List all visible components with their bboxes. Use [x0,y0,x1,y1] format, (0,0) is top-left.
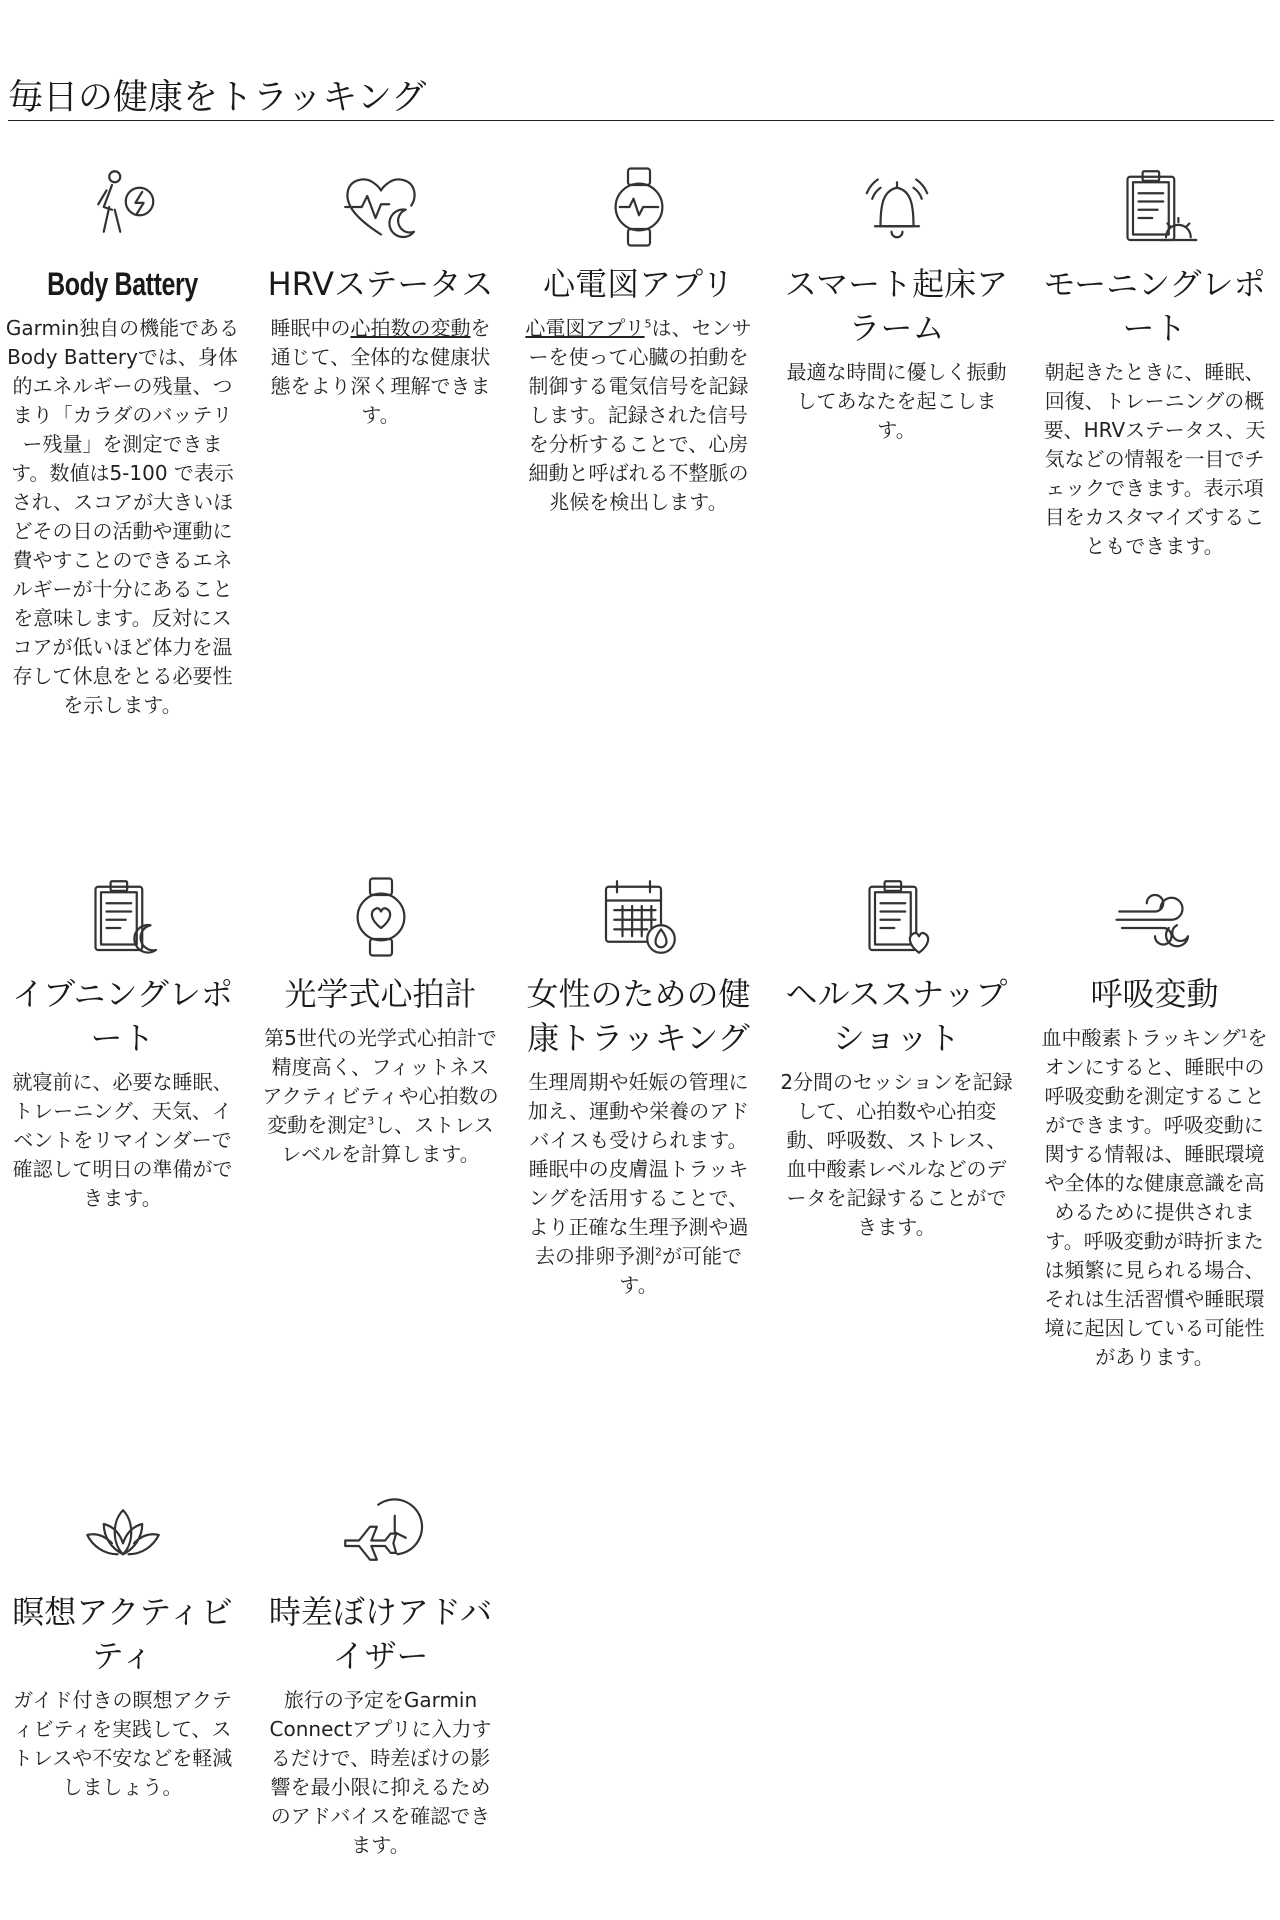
feature-title: ヘルススナップショット [785,975,1008,1057]
ecg-link[interactable]: 心電図アプリ [525,316,645,340]
feature-title: 女性のための健康トラッキング [526,975,751,1057]
desc-text: 血中酸素トラッキング [1041,1026,1241,1050]
feature-card-body-battery [0,152,245,720]
lotus-icon [0,1480,245,1590]
footnote-ref: 5 [644,317,652,331]
footnote-ref: 1 [1240,1027,1248,1041]
feature-description: 朝起きたときに、睡眠、回復、トレーニングの概要、HRVステータス、天気などの情報を一目でチェックできます。表示項目をカスタマイズすることもできます。 [1043,360,1266,558]
desc-text: 第5世代の光学式心拍計で精度高く、フィットネスアクティビティや心拍数の変動を測定 [262,1026,499,1137]
desc-text: が可能です。 [619,1244,742,1297]
feature-title: HRVステータス [267,265,494,303]
feature-title: 呼吸変動 [1090,975,1219,1013]
plane-clock-icon [258,1480,503,1590]
feature-card-respiration [1032,862,1277,1372]
feature-title: 瞑想アクティビティ [12,1593,233,1675]
feature-description [516,1068,761,1300]
feature-card-optical-hr [258,862,503,1169]
feature-description: 旅行の予定をGarmin Connectアプリに入力するだけで、時差ぼけの影響を最小限に抑えるためのアドバイスを確認できます。 [269,1688,492,1857]
section-title: 毎日の健康をトラッキング [8,76,1274,121]
feature-title: Body Battery [47,266,198,302]
hrv-link[interactable]: 心拍数の変動 [350,316,471,340]
feature-card-evening-report [0,862,245,1213]
desc-text: をオンにすると、睡眠中の呼吸変動を測定することができます。呼吸変動に関する情報は、睡眠環境や全体的な健康意識を高めるために提供されます。呼吸変動が時折または頻繁に見られる場合、それは生活習慣や睡眠環境に起因している可能性があります。 [1044,1026,1268,1369]
feature-description: 2分間のセッションを記録して、心拍数や心拍変動、呼吸数、ストレス、血中酸素レベルなどのデータを記録することができます。 [780,1070,1013,1239]
feature-card-ecg-app [516,152,761,517]
clipboard-sunrise-icon [1032,152,1277,262]
clipboard-moon-icon [0,862,245,972]
feature-card-smart-wake [774,152,1019,445]
desc-text: 睡眠中の [270,316,351,340]
watch-heart-icon [258,862,503,972]
footnote-ref: 3 [367,1114,375,1128]
desc-text: を通じて、全体的な健康状態をより深く理解できます。 [270,316,491,427]
feature-card-hrv-status [258,152,503,430]
feature-description [516,314,761,517]
feature-description [258,1024,503,1169]
feature-description: Garmin独自の機能であるBody Batteryでは、身体的エネルギーの残量、つまり「カラダのバッテリー残量」を測定できます。数値は5-100 で表示され、スコアが大きいほどその日の活動や運動に費やすことのできるエネルギーが十分にあることを意味します。反対にスコアが低いほど体力を温存して休息をとる必要性を示します。 [5,316,240,717]
footnote-ref: 2 [655,1245,662,1259]
desc-text: し、ストレスレベルを計算します。 [281,1113,494,1166]
watch-pulse-icon [516,152,761,262]
feature-title: スマート起床アラーム [784,265,1009,347]
feature-description [258,314,503,430]
wind-icon [1032,862,1277,972]
feature-description: 就寝前に、必要な睡眠、トレーニング、天気、イベントをリマインダーで確認して明日の準備ができます。 [12,1070,233,1210]
feature-title: 時差ぼけアドバイザー [268,1593,493,1675]
feature-card-jet-lag [258,1480,503,1860]
desc-text: 生理周期や妊娠の管理に加え、運動や栄養のアドバイスも受けられます。睡眠中の皮膚温トラッキングを活用することで、より正確な生理予測や過去の排卵予測 [527,1070,750,1268]
feature-title: 光学式心拍計 [284,975,477,1013]
feature-title: イブニングレポート [12,975,233,1057]
heart-moon-icon [258,152,503,262]
alarm-bell-icon [774,152,1019,262]
feature-description: ガイド付きの瞑想アクティビティを実践して、ストレスや不安などを軽減しましょう。 [12,1688,233,1799]
calendar-drop-icon [516,862,761,972]
feature-card-morning-report [1032,152,1277,561]
feature-card-meditation [0,1480,245,1802]
feature-card-health-snapshot [774,862,1019,1242]
clipboard-heart-icon [774,862,1019,972]
body-battery-icon [0,152,245,262]
desc-text: は、センサーを使って心臓の拍動を制御する電気信号を記録します。記録された信号を分析することで、心房細動と呼ばれる不整脈の兆候を検出します。 [528,316,752,514]
feature-card-womens-health [516,862,761,1300]
feature-description: 最適な時間に優しく振動してあなたを起こします。 [786,360,1007,442]
feature-title: モーニングレポート [1043,265,1266,347]
feature-description [1032,1024,1277,1372]
feature-title: 心電図アプリ [543,265,734,303]
